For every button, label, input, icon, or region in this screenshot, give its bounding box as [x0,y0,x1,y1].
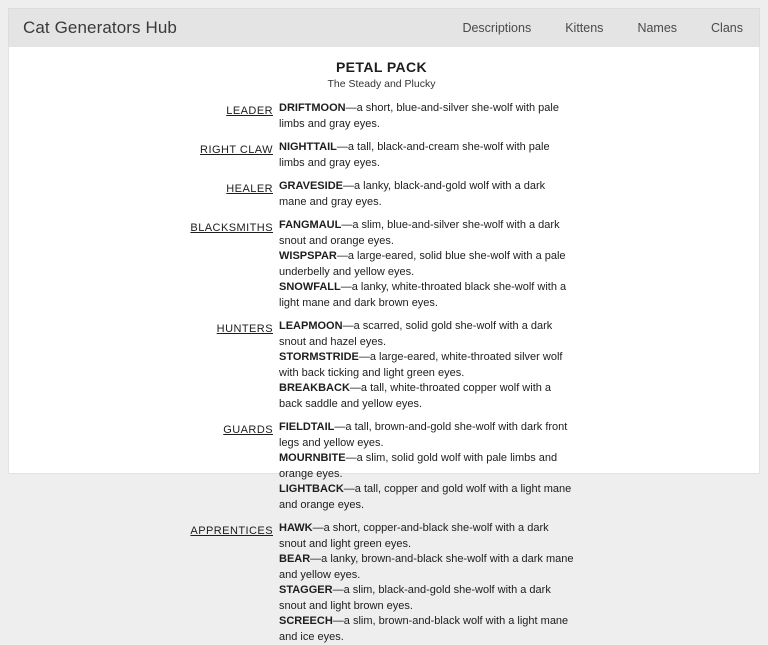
member-entry [279,218,575,249]
member-description: —a lanky, white-throated black she-wolf with a light mane and dark brown eyes. [279,281,567,309]
member-name: NIGHTTAIL [279,141,337,153]
member-name: WISPSPAR [279,250,337,262]
role-row [9,140,759,171]
member-description: —a scarred, solid gold she-wolf with a dark snout and hazel eyes. [279,320,553,348]
site-brand[interactable]: Cat Generators Hub [23,17,177,37]
member-name: SCREECH [279,615,333,627]
content-panel [8,46,760,643]
role-label: GUARDS [223,424,273,436]
member-entry [279,319,575,350]
role-label-cell [9,521,279,540]
role-row [9,179,759,210]
member-description: —a short, blue-and-silver she-wolf with pale limbs and gray eyes. [279,102,559,130]
role-members [279,179,575,210]
nav-link-kittens[interactable]: Kittens [565,20,604,35]
role-members [279,420,575,513]
member-description: —a slim, black-and-gold she-wolf with a dark snout and light brown eyes. [279,584,551,612]
member-description: —a lanky, black-and-gold wolf with a dark mane and gray eyes. [279,180,546,208]
member-name: FANGMAUL [279,219,342,231]
member-entry [279,614,575,645]
nav-link-descriptions[interactable]: Descriptions [462,20,532,35]
role-row [9,101,759,132]
member-name: LEAPMOON [279,320,343,332]
member-name: STORMSTRIDE [279,351,359,363]
main-navigation [462,21,743,35]
member-entry [279,482,575,513]
member-entry [279,350,575,381]
member-description: —a short, copper-and-black she-wolf with a dark snout and light green eyes. [279,522,549,550]
member-description: —a tall, white-throated copper wolf with a back saddle and yellow eyes. [279,382,552,410]
role-label-cell [9,179,279,198]
member-entry [279,521,575,552]
role-members [279,521,575,645]
member-entry [279,552,575,583]
role-label-cell [9,420,279,439]
role-label: LEADER [226,105,273,117]
member-entry [279,420,575,451]
role-label-cell [9,319,279,338]
member-name: HAWK [279,522,313,534]
member-name: LIGHTBACK [279,483,344,495]
role-members [279,101,575,132]
member-name: FIELDTAIL [279,421,335,433]
member-description: —a tall, copper and gold wolf with a light mane and orange eyes. [279,483,572,511]
role-label: APPRENTICES [190,525,273,537]
role-members [279,319,575,412]
clan-title: PETAL PACK [335,59,428,75]
member-name: DRIFTMOON [279,102,346,114]
member-name: BREAKBACK [279,382,350,394]
role-label: BLACKSMITHS [190,222,273,234]
member-description: —a slim, brown-and-black wolf with a light mane and ice eyes. [279,615,569,643]
role-row [9,218,759,311]
role-row [9,420,759,513]
role-label: HEALER [226,183,273,195]
member-name: STAGGER [279,584,333,596]
member-name: BEAR [279,553,311,565]
member-description: —a lanky, brown-and-black she-wolf with a dark mane and yellow eyes. [279,553,574,581]
member-description: —a slim, solid gold wolf with pale limbs and orange eyes. [279,452,558,480]
role-label: RIGHT CLAW [200,144,273,156]
member-entry [279,101,575,132]
member-entry [279,451,575,482]
nav-link-clans[interactable]: Clans [711,20,743,35]
member-entry [279,280,575,311]
nav-link-names[interactable]: Names [637,20,678,35]
member-name: GRAVESIDE [279,180,343,192]
clan-subtitle: The Steady and Plucky [327,78,436,90]
member-name: SNOWFALL [279,281,341,293]
role-members [279,218,575,311]
member-entry [279,140,575,171]
member-description: —a large-eared, solid blue she-wolf with a pale underbelly and yellow eyes. [279,250,566,278]
member-entry [279,179,575,210]
role-label: HUNTERS [216,323,273,335]
role-label-cell [9,218,279,237]
member-name: MOURNBITE [279,452,346,464]
member-entry [279,249,575,280]
role-label-cell [9,101,279,120]
member-entry [279,381,575,412]
role-label-cell [9,140,279,159]
member-description: —a slim, blue-and-silver she-wolf with a dark snout and orange eyes. [279,219,560,247]
role-row [9,319,759,412]
member-description: —a large-eared, white-throated silver wolf with back ticking and light green eyes. [279,351,563,379]
clan-roster [9,101,759,645]
role-members [279,140,575,171]
role-row [9,521,759,645]
member-entry [279,583,575,614]
site-header [8,8,760,46]
member-description: —a tall, brown-and-gold she-wolf with dark front legs and yellow eyes. [279,421,568,449]
member-description: —a tall, black-and-cream she-wolf with pale limbs and gray eyes. [279,141,550,169]
